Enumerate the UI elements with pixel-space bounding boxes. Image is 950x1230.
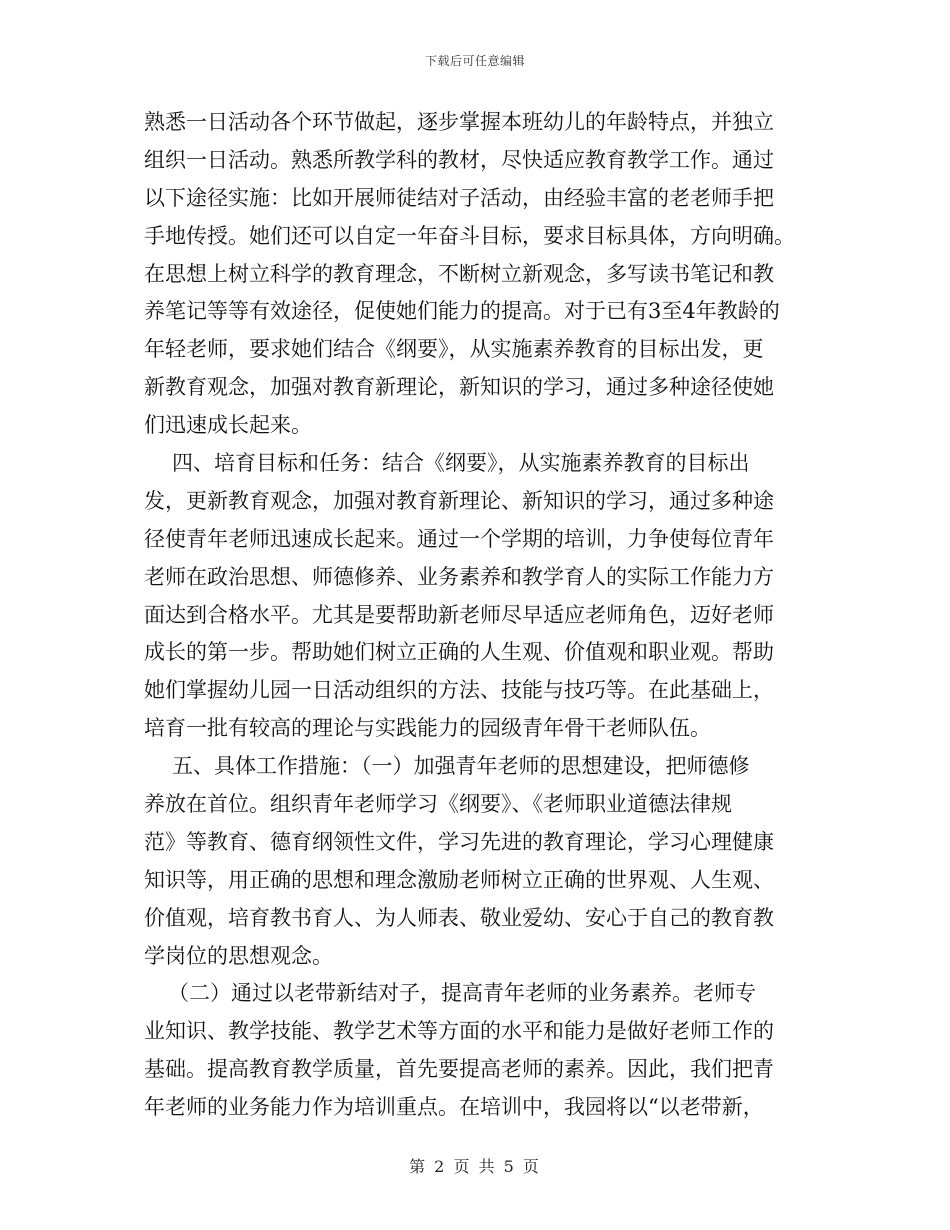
text-line: 新教育观念，加强对教育新理论，新知识的学习，通过多种途径使她 <box>144 375 774 400</box>
text-line: 面达到合格水平。尤其是要帮助新老师尽早适应老师角色，迈好老师 <box>144 602 774 627</box>
text-line: 手地传授。她们还可以自定一年奋斗目标，要求目标具体，方向明确。 <box>144 223 795 248</box>
text-line: 养笔记等等有效途径，促使她们能力的提高。对于已有3至4年教龄的 <box>144 299 780 324</box>
text-line: 老师在政治思想、师德修养、业务素养和教学育人的实际工作能力方 <box>144 564 774 589</box>
text-line: 以下途径实施：比如开展师徒结对子活动，由经验丰富的老老师手把 <box>144 185 774 210</box>
text-line: 组织一日活动。熟悉所教学科的教材，尽快适应教育教学工作。通过 <box>144 147 774 172</box>
text-line: 径使青年老师迅速成长起来。通过一个学期的培训，力争使每位青年 <box>144 526 774 551</box>
document-body <box>144 104 812 1127</box>
text-line: 们迅速成长起来。 <box>144 413 312 438</box>
section-heading-line: （二）通过以老带新结对子，提高青年老师的业务素养。老师专 <box>168 981 756 1006</box>
text-line: 她们掌握幼儿园一日活动组织的方法、技能与技巧等。在此基础上， <box>144 678 774 703</box>
text-line: 基础。提高教育教学质量，首先要提高老师的素养。因此，我们把青 <box>144 1057 774 1082</box>
text-line: 学岗位的思想观念。 <box>144 943 333 968</box>
page-number-footer: 第 2 页 共 5 页 <box>409 1157 541 1176</box>
section-heading-line: 四、培育目标和任务：结合《纲要》，从实施素养教育的目标出 <box>172 451 750 476</box>
text-line: 成长的第一步。帮助她们树立正确的人生观、价值观和职业观。帮助 <box>144 640 774 665</box>
text-line: 在思想上树立科学的教育理念，不断树立新观念，多写读书笔记和教 <box>144 261 774 286</box>
text-line: 年老师的业务能力作为培训重点。在培训中，我园将以“以老带新， <box>144 1095 764 1120</box>
section-heading-line: 五、具体工作措施：（一）加强青年老师的思想建设，把师德修 <box>172 754 750 779</box>
text-line: 范》等教育、德育纲领性文件，学习先进的教育理论，学习心理健康 <box>144 829 774 854</box>
text-line: 知识等，用正确的思想和理念激励老师树立正确的世界观、人生观、 <box>144 867 774 892</box>
text-line: 养放在首位。组织青年老师学习《纲要》、《老师职业道德法律规 <box>144 792 732 817</box>
text-line: 价值观，培育教书育人、为人师表、敬业爱幼、安心于自己的教育教 <box>144 905 774 930</box>
text-line: 熟悉一日活动各个环节做起，逐步掌握本班幼儿的年龄特点，并独立 <box>144 110 774 134</box>
text-line: 业知识、教学技能、教学艺术等方面的水平和能力是做好老师工作的 <box>144 1019 774 1044</box>
text-line: 年轻老师，要求她们结合《纲要》，从实施素养教育的目标出发，更 <box>144 337 764 362</box>
text-line: 培育一批有较高的理论与实践能力的园级青年骨干老师队伍。 <box>144 716 711 741</box>
text-line: 发，更新教育观念，加强对教育新理论、新知识的学习，通过多种途 <box>144 488 774 513</box>
page-header: 下载后可任意编辑 <box>424 54 525 68</box>
